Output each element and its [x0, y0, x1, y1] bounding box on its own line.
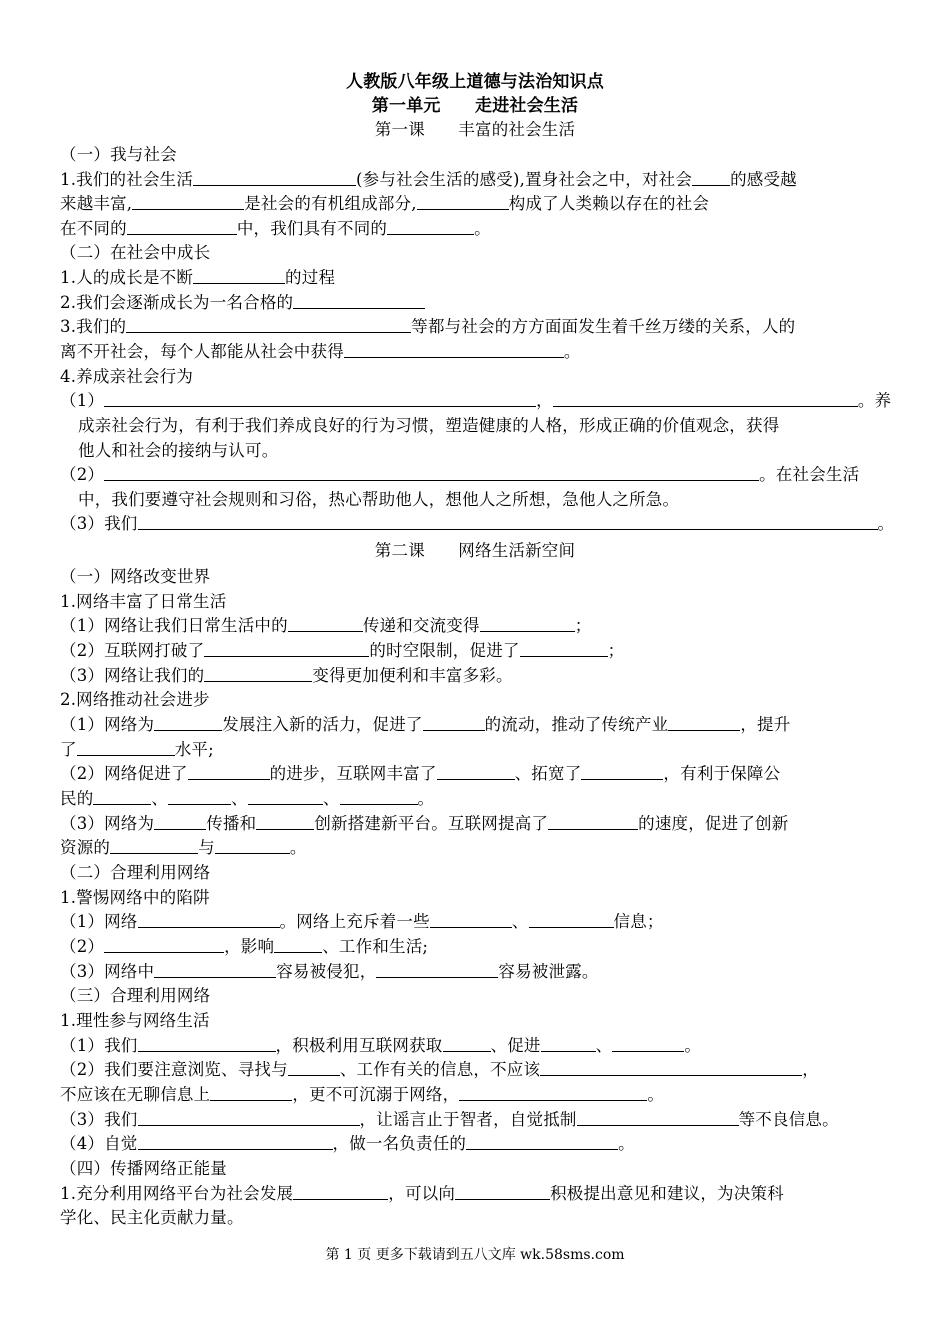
text-line: （2）互联网打破了 的时空限制，促进了 ；: [60, 641, 625, 660]
text-line: 成亲社会行为，有利于我们养成良好的行为习惯，塑造健康的人格，形成正确的价值观念，获得: [78, 416, 780, 435]
blank: [154, 812, 206, 830]
text-line: （1） ， 。养: [60, 391, 892, 410]
blank: [548, 812, 638, 830]
text-line: 1.警惕网络中的陷阱: [60, 888, 210, 907]
text-line: （1）我们 ，积极利用互联网获取 、促进 、 。: [60, 1036, 702, 1055]
blank: [193, 168, 356, 186]
blank: [288, 614, 363, 632]
blank: [459, 1083, 647, 1101]
section-heading: （二）在社会中成长: [60, 243, 211, 262]
text-line: 1.人的成长是不断 的过程: [60, 268, 336, 287]
blank: [104, 463, 759, 481]
blank: [127, 217, 237, 235]
blank: [553, 389, 858, 407]
blank: [126, 315, 411, 333]
blank: [188, 762, 270, 780]
blank: [138, 512, 878, 530]
text-line: （2） 。在社会生活: [60, 465, 860, 484]
text-line: 他人和社会的接纳与认可。: [78, 441, 279, 460]
text-line: （3）网络让我们的 变得更加便利和丰富多彩。: [60, 666, 513, 685]
blank: [529, 910, 614, 928]
blank: [138, 1034, 276, 1052]
blank: [104, 935, 224, 953]
text-line: 2.我们会逐渐成长为一名合格的: [60, 291, 900, 316]
blank: [344, 340, 564, 358]
text-line: 学化、民主化贡献力量。: [60, 1208, 244, 1227]
blank: [376, 960, 498, 978]
blank: [480, 614, 575, 632]
text-line: （4）自觉 ，做一名负责任的 。: [60, 1134, 635, 1153]
blank: [577, 1108, 739, 1126]
text-line: 离不开社会，每个人都能从社会中获得 。: [60, 342, 581, 361]
page-footer: 第 1 页 更多下载请到五八文库 wk.58sms.com: [325, 1247, 625, 1263]
blank: [104, 389, 536, 407]
lesson-2-title: 第二课 网络生活新空间: [374, 541, 576, 560]
text-line: 民的 、 、 、 。: [60, 789, 435, 808]
text-line: 4.养成亲社会行为: [60, 367, 194, 386]
text-line: 了 水平;: [60, 740, 214, 759]
blank: [612, 1034, 684, 1052]
blank: [520, 639, 608, 657]
blank: [668, 713, 740, 731]
blank: [138, 1132, 333, 1150]
text-line: 3.我们的 等都与社会的方方面面发生着千丝万缕的关系，人的: [60, 317, 796, 336]
blank: [466, 1132, 618, 1150]
blank: [138, 910, 280, 928]
blank: [93, 787, 151, 805]
blank: [132, 192, 244, 210]
text-line: 资源的 与 。: [60, 838, 307, 857]
text-line: （3）网络为 传播和 创新搭建新平台。互联网提高了 的速度，促进了创新: [60, 814, 789, 833]
text-line: （2）网络促进了 的进步，互联网丰富了 、拓宽了 ，有利于保障公: [60, 764, 781, 783]
blank: [77, 738, 175, 756]
blank: [387, 217, 474, 235]
text-line: （3）网络中 容易被侵犯， 容易被泄露。: [60, 962, 599, 981]
blank: [210, 1083, 292, 1101]
section-heading: （二）合理利用网络: [60, 863, 211, 882]
text-line: 1.我们的社会生活 (参与社会生活的感受),置身社会之中，对社会 的感受越: [60, 170, 797, 189]
blank: [204, 639, 369, 657]
section-heading: （三）合理利用网络: [60, 986, 211, 1005]
blank: [423, 713, 485, 731]
text-line: 1.理性参与网络生活: [60, 1011, 210, 1030]
blank: [168, 787, 231, 805]
blank: [437, 762, 515, 780]
blank: [138, 1108, 360, 1126]
lesson-1-title: 第一课 丰富的社会生活: [374, 120, 576, 139]
blank: [443, 1034, 491, 1052]
blank: [274, 935, 322, 953]
blank: [455, 1182, 550, 1200]
blank: [154, 960, 276, 978]
text-line: （1）网络 。网络上充斥着一些 、 信息；: [60, 912, 664, 931]
text-line: （3）我们 。: [60, 514, 895, 533]
text-line: 在不同的 中，我们具有不同的 。: [60, 219, 491, 238]
text-line: （2）我们要注意浏览、寻找与 、工作有关的信息，不应该 ，: [60, 1060, 819, 1079]
blank: [417, 192, 509, 210]
text-line: 1.网络丰富了日常生活: [60, 592, 227, 611]
text-line: 1.充分利用网络平台为社会发展 ，可以向 积极提出意见和建议，为决策科: [60, 1184, 784, 1203]
section-heading: （四）传播网络正能量: [60, 1159, 227, 1178]
blank: [288, 1058, 340, 1076]
text-line: 不应该在无聊信息上 ，更不可沉溺于网络， 。: [60, 1085, 665, 1104]
blank: [430, 910, 512, 928]
blank: [540, 1058, 802, 1076]
blank: [340, 787, 418, 805]
blank: [293, 291, 425, 309]
text-line: （1）网络让我们日常生活中的 传递和交流变得 ；: [60, 616, 592, 635]
blank: [581, 762, 663, 780]
blank: [215, 836, 290, 854]
section-heading: （一）网络改变世界: [60, 567, 211, 586]
blank: [204, 664, 312, 682]
unit-title: 第一单元 走进社会生活: [371, 96, 579, 116]
text-line: （3）我们 ，让谣言止于智者，自觉抵制 等不良信息。: [60, 1110, 839, 1129]
text-line: 来越丰富, 是社会的有机组成部分, 构成了人类赖以存在的社会: [60, 194, 710, 213]
blank: [110, 836, 198, 854]
blank: [692, 168, 730, 186]
text-line: （2） ，影响 、工作和生活;: [60, 937, 429, 956]
blank: [256, 812, 314, 830]
blank: [154, 713, 222, 731]
blank: [193, 266, 285, 284]
text-line: 2.网络推动社会进步: [60, 690, 210, 709]
blank: [541, 1034, 596, 1052]
text-line: 中，我们要遵守社会规则和习俗，热心帮助他人，想他人之所想，急他人之所急。: [78, 490, 680, 509]
text-line: （1）网络为 发展注入新的活力，促进了 的流动，推动了传统产业 ，提升: [60, 715, 791, 734]
document-title: 人教版八年级上道德与法治知识点: [346, 72, 604, 92]
blank: [293, 1182, 388, 1200]
blank: [248, 787, 323, 805]
section-heading: （一）我与社会: [60, 145, 177, 164]
